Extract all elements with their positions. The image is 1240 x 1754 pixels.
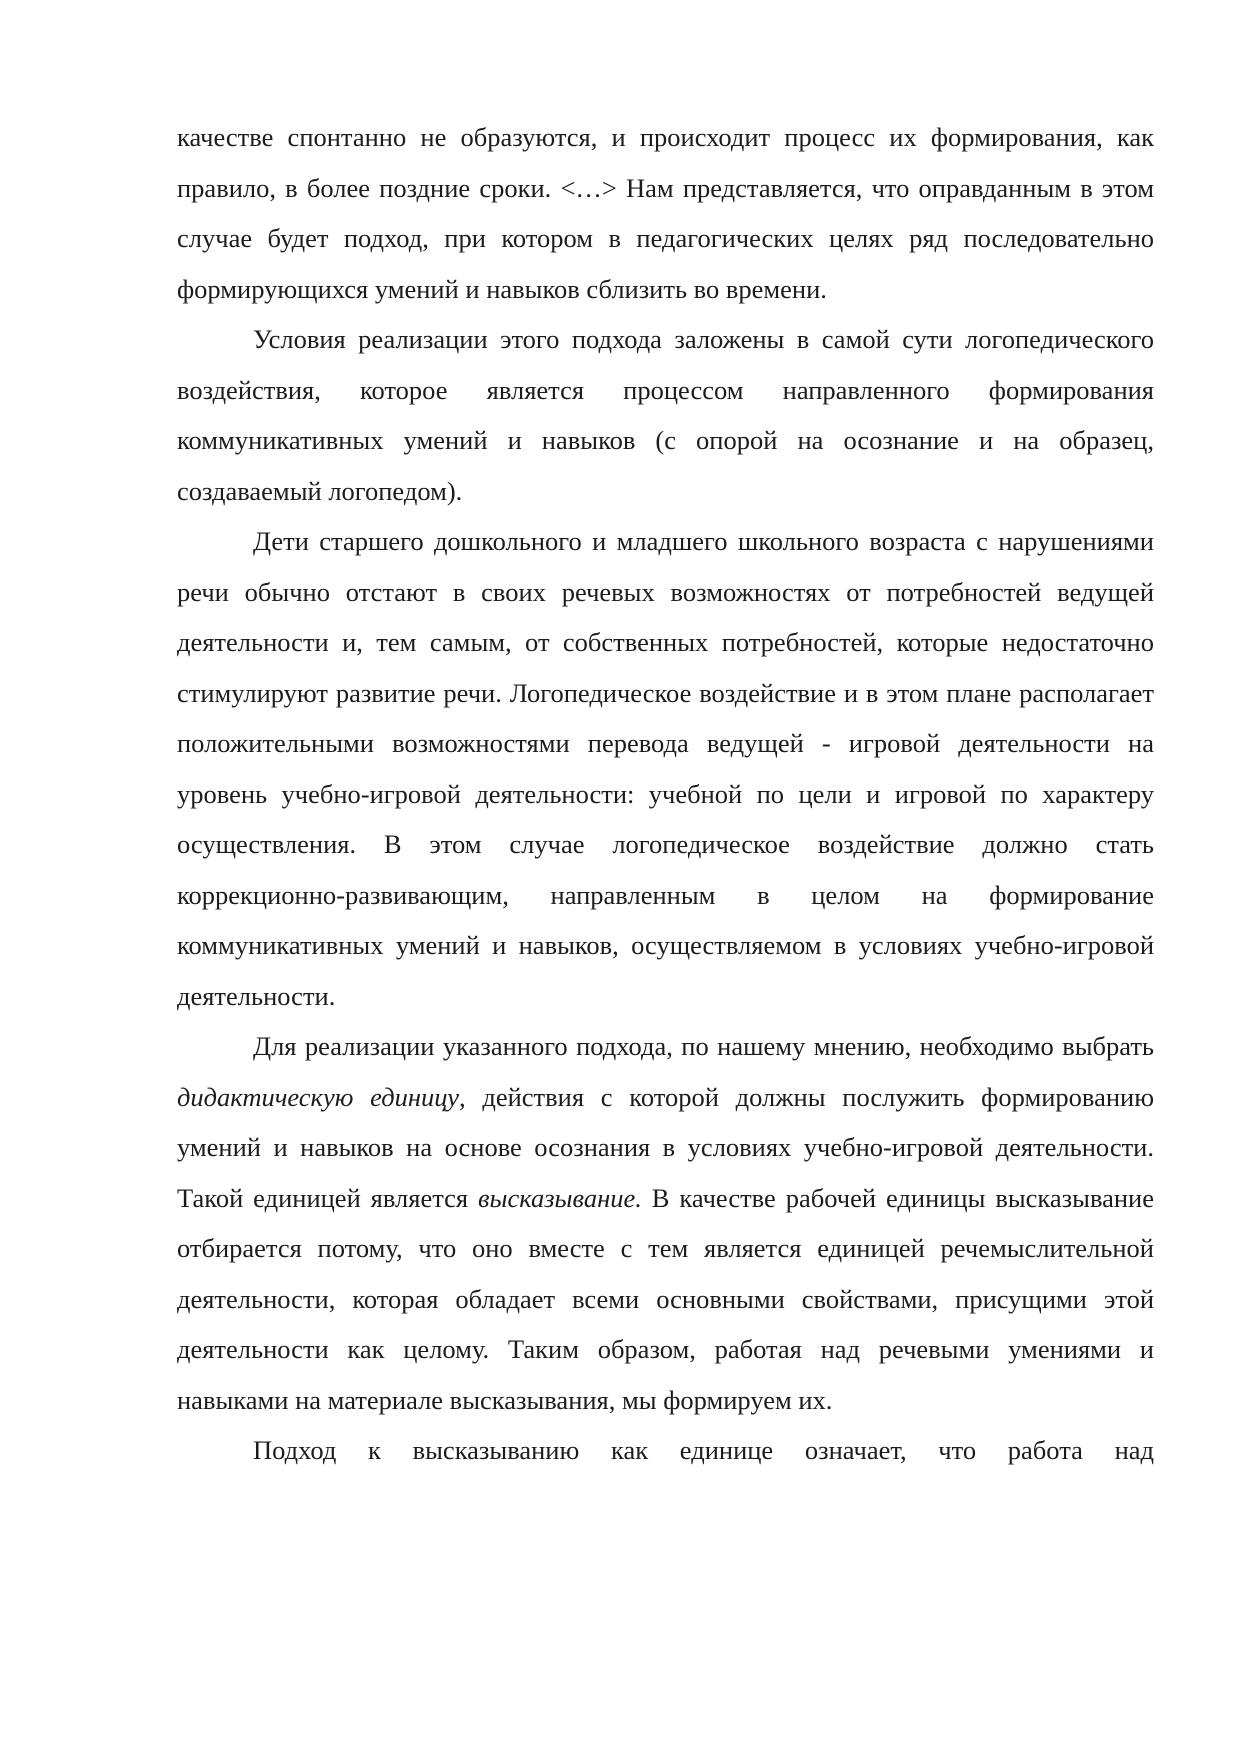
paragraph-implementation-conditions bbox=[177, 314, 1154, 516]
paragraph-text: Условия реализации этого подхода заложены в самой сути логопедического воздействия, которое является процессом направленного формирования коммуникативных умений и навыков (с опорой на осознание и на образец, создаваемый логопедом). bbox=[177, 324, 1154, 506]
paragraph-text: В качестве рабочей единицы высказывание отбирается потому, что оно вместе с тем является единицей речемыслительной деятельности, которая обладает всеми основными свойствами, присущими этой деятельности как целому. Таким образом, работая над речевыми умениями и навыками на материале высказывания, мы формируем их. bbox=[177, 1182, 1154, 1415]
paragraph-text: , действия с которой должны послужить формированию умений и навыков на основе осознания в условиях учебно-игровой деятельности. Такой единицей является bbox=[177, 1081, 1154, 1213]
paragraph-text: Дети старшего дошкольного и младшего школьного возраста с нарушениями речи обычно отстают в своих речевых возможностях от потребностей ведущей деятельности и, тем самым, от собственных потребностей, которые недостаточно стимулируют развитие речи. Логопедическое воздействие и в этом плане располагает положительными возможностями перевода ведущей - игровой деятельности на уровень учебно-игровой деятельности: учебной по цели и игровой по характеру осуществления. В этом случае логопедическое воздействие должно стать коррекционно-развивающим, направленным в целом на формирование коммуникативных умений и навыков, осуществляемом в условиях учебно-игровой деятельности. bbox=[177, 526, 1154, 1011]
paragraph-text: Подход к высказыванию как единице означает, что работа над bbox=[253, 1435, 1154, 1465]
document-page bbox=[177, 112, 1154, 1476]
paragraph-approach-to-utterance bbox=[177, 1425, 1154, 1476]
paragraph-didactic-unit bbox=[177, 1021, 1154, 1425]
paragraph-continuation bbox=[177, 112, 1154, 314]
emphasis-utterance: высказывание. bbox=[478, 1182, 642, 1213]
paragraph-text: качестве спонтанно не образуются, и происходит процесс их формирования, как правило, в более поздние сроки. <…> Нам представляется, что оправданным в этом случае будет подход, при котором в педагогических целях ряд последовательно формирующихся умений и навыков сблизить во времени. bbox=[177, 122, 1154, 304]
paragraph-children-speech-disorders bbox=[177, 516, 1154, 1021]
emphasis-didactic-unit: дидактическую единицу bbox=[177, 1081, 459, 1112]
paragraph-text: Для реализации указанного подхода, по нашему мнению, необходимо выбрать bbox=[253, 1031, 1154, 1061]
